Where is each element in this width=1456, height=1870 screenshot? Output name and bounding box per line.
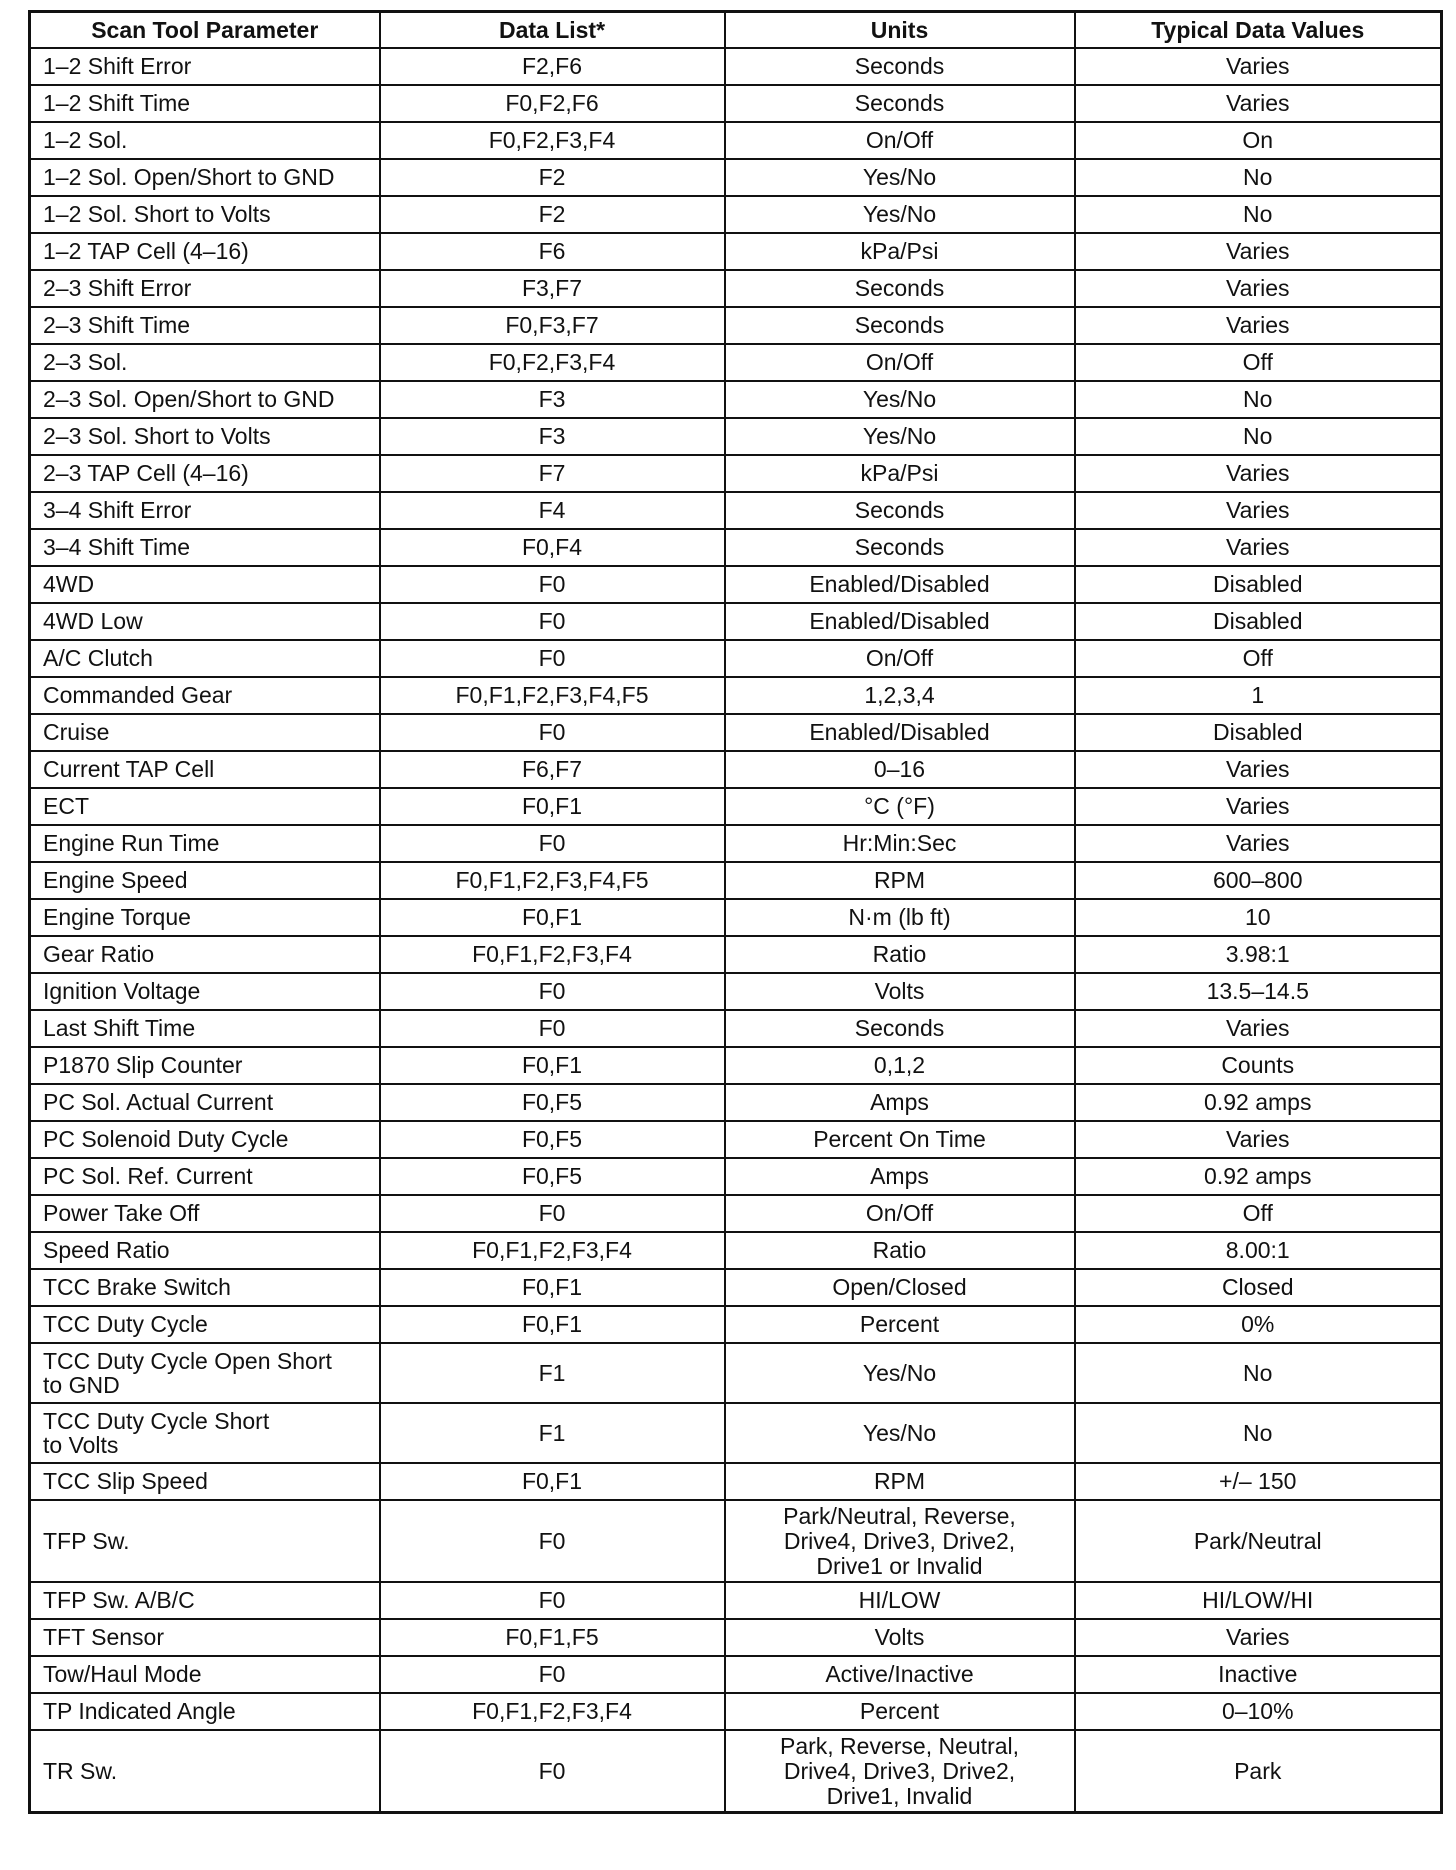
typical-value-cell: Varies xyxy=(1075,825,1442,862)
units-cell: On/Off xyxy=(725,122,1075,159)
table-row xyxy=(30,307,1442,344)
data-list-cell: F0 xyxy=(380,825,725,862)
data-list-cell: F7 xyxy=(380,455,725,492)
table-row xyxy=(30,1343,1442,1403)
data-list-cell: F0,F3,F7 xyxy=(380,307,725,344)
param-cell: PC Sol. Actual Current xyxy=(30,1084,380,1121)
param-cell: PC Solenoid Duty Cycle xyxy=(30,1121,380,1158)
table-row xyxy=(30,455,1442,492)
typical-value-cell: No xyxy=(1075,381,1442,418)
table-row xyxy=(30,899,1442,936)
typical-value-cell: Varies xyxy=(1075,85,1442,122)
units-cell: Seconds xyxy=(725,529,1075,566)
units-cell: Yes/No xyxy=(725,1403,1075,1463)
table-row xyxy=(30,48,1442,85)
typical-value-cell: Varies xyxy=(1075,1010,1442,1047)
typical-value-cell: 13.5–14.5 xyxy=(1075,973,1442,1010)
data-list-cell: F1 xyxy=(380,1403,725,1463)
typical-value-cell: Varies xyxy=(1075,1619,1442,1656)
data-list-cell: F0,F2,F6 xyxy=(380,85,725,122)
param-cell: 1–2 Sol. Open/Short to GND xyxy=(30,159,380,196)
param-cell: Current TAP Cell xyxy=(30,751,380,788)
units-cell: 0,1,2 xyxy=(725,1047,1075,1084)
param-cell: Engine Torque xyxy=(30,899,380,936)
units-cell: kPa/Psi xyxy=(725,455,1075,492)
table-row xyxy=(30,566,1442,603)
typical-value-cell: Closed xyxy=(1075,1269,1442,1306)
table-row xyxy=(30,1232,1442,1269)
param-cell: Speed Ratio xyxy=(30,1232,380,1269)
table-row xyxy=(30,862,1442,899)
param-cell: TCC Brake Switch xyxy=(30,1269,380,1306)
data-list-cell: F0,F1 xyxy=(380,1306,725,1343)
data-list-cell: F0,F1,F2,F3,F4 xyxy=(380,1693,725,1730)
table-row xyxy=(30,529,1442,566)
units-cell: Amps xyxy=(725,1158,1075,1195)
param-cell: Engine Speed xyxy=(30,862,380,899)
table-row xyxy=(30,936,1442,973)
param-cell: 2–3 Shift Error xyxy=(30,270,380,307)
header-row xyxy=(30,12,1442,49)
units-cell: 1,2,3,4 xyxy=(725,677,1075,714)
table-row xyxy=(30,603,1442,640)
param-cell: Tow/Haul Mode xyxy=(30,1656,380,1693)
table-row xyxy=(30,1084,1442,1121)
table-row xyxy=(30,122,1442,159)
units-cell: °C (°F) xyxy=(725,788,1075,825)
param-cell: Commanded Gear xyxy=(30,677,380,714)
typical-value-cell: Varies xyxy=(1075,307,1442,344)
table-row xyxy=(30,973,1442,1010)
param-cell: 3–4 Shift Error xyxy=(30,492,380,529)
scan-tool-parameter-table xyxy=(28,10,1443,1814)
data-list-cell: F0,F1,F5 xyxy=(380,1619,725,1656)
param-cell: Power Take Off xyxy=(30,1195,380,1232)
units-cell: Active/Inactive xyxy=(725,1656,1075,1693)
param-cell: TCC Duty Cycle Short to Volts xyxy=(30,1403,380,1463)
units-cell: N·m (lb ft) xyxy=(725,899,1075,936)
typical-value-cell: 0.92 amps xyxy=(1075,1158,1442,1195)
typical-value-cell: 600–800 xyxy=(1075,862,1442,899)
units-cell: Volts xyxy=(725,1619,1075,1656)
units-cell: Seconds xyxy=(725,48,1075,85)
data-list-cell: F2,F6 xyxy=(380,48,725,85)
typical-value-cell: Varies xyxy=(1075,270,1442,307)
table-row xyxy=(30,1656,1442,1693)
table-row xyxy=(30,1463,1442,1500)
data-list-cell: F0 xyxy=(380,714,725,751)
data-list-cell: F0,F1,F2,F3,F4 xyxy=(380,936,725,973)
param-cell: 2–3 Sol. Open/Short to GND xyxy=(30,381,380,418)
data-list-cell: F0 xyxy=(380,1656,725,1693)
header-units: Units xyxy=(725,12,1075,49)
table-row xyxy=(30,418,1442,455)
param-cell: TR Sw. xyxy=(30,1730,380,1813)
table-row xyxy=(30,1047,1442,1084)
units-cell: Amps xyxy=(725,1084,1075,1121)
data-list-cell: F0,F1,F2,F3,F4 xyxy=(380,1232,725,1269)
units-cell: 0–16 xyxy=(725,751,1075,788)
units-cell: Yes/No xyxy=(725,196,1075,233)
units-cell: Ratio xyxy=(725,936,1075,973)
units-cell: Yes/No xyxy=(725,381,1075,418)
table-row xyxy=(30,344,1442,381)
header-typical-data-values: Typical Data Values xyxy=(1075,12,1442,49)
table-row xyxy=(30,1730,1442,1813)
typical-value-cell: 10 xyxy=(1075,899,1442,936)
typical-value-cell: Varies xyxy=(1075,529,1442,566)
data-list-cell: F0 xyxy=(380,1730,725,1813)
typical-value-cell: On xyxy=(1075,122,1442,159)
units-cell: Hr:Min:Sec xyxy=(725,825,1075,862)
data-list-cell: F0,F1 xyxy=(380,1463,725,1500)
typical-value-cell: HI/LOW/HI xyxy=(1075,1582,1442,1619)
typical-value-cell: 8.00:1 xyxy=(1075,1232,1442,1269)
units-cell: Yes/No xyxy=(725,159,1075,196)
typical-value-cell: No xyxy=(1075,1403,1442,1463)
param-cell: A/C Clutch xyxy=(30,640,380,677)
table-row xyxy=(30,233,1442,270)
table-row xyxy=(30,1582,1442,1619)
table-row xyxy=(30,677,1442,714)
table-row xyxy=(30,1619,1442,1656)
param-cell: 4WD Low xyxy=(30,603,380,640)
data-list-cell: F0,F5 xyxy=(380,1121,725,1158)
param-cell: 4WD xyxy=(30,566,380,603)
param-cell: TCC Slip Speed xyxy=(30,1463,380,1500)
param-cell: Engine Run Time xyxy=(30,825,380,862)
data-list-cell: F6,F7 xyxy=(380,751,725,788)
param-cell: Last Shift Time xyxy=(30,1010,380,1047)
units-cell: Park/Neutral, Reverse, Drive4, Drive3, Drive2, Drive1 or Invalid xyxy=(725,1500,1075,1582)
units-cell: On/Off xyxy=(725,344,1075,381)
typical-value-cell: Disabled xyxy=(1075,714,1442,751)
data-list-cell: F2 xyxy=(380,196,725,233)
table-row xyxy=(30,1500,1442,1582)
param-cell: 2–3 TAP Cell (4–16) xyxy=(30,455,380,492)
units-cell: Yes/No xyxy=(725,1343,1075,1403)
typical-value-cell: Off xyxy=(1075,344,1442,381)
table-row xyxy=(30,751,1442,788)
typical-value-cell: Varies xyxy=(1075,751,1442,788)
units-cell: Enabled/Disabled xyxy=(725,603,1075,640)
table-row xyxy=(30,1010,1442,1047)
table-row xyxy=(30,1158,1442,1195)
data-list-cell: F0,F5 xyxy=(380,1158,725,1195)
typical-value-cell: 3.98:1 xyxy=(1075,936,1442,973)
table-row xyxy=(30,492,1442,529)
data-list-cell: F0 xyxy=(380,973,725,1010)
units-cell: Seconds xyxy=(725,307,1075,344)
units-cell: Seconds xyxy=(725,1010,1075,1047)
units-cell: HI/LOW xyxy=(725,1582,1075,1619)
typical-value-cell: Disabled xyxy=(1075,603,1442,640)
typical-value-cell: Varies xyxy=(1075,48,1442,85)
units-cell: Seconds xyxy=(725,85,1075,122)
units-cell: Percent xyxy=(725,1306,1075,1343)
data-list-cell: F0 xyxy=(380,1195,725,1232)
units-cell: Seconds xyxy=(725,492,1075,529)
typical-value-cell: Park xyxy=(1075,1730,1442,1813)
table-row xyxy=(30,714,1442,751)
units-cell: RPM xyxy=(725,1463,1075,1500)
data-list-cell: F0 xyxy=(380,640,725,677)
param-cell: 1–2 Shift Time xyxy=(30,85,380,122)
units-cell: RPM xyxy=(725,862,1075,899)
typical-value-cell: Park/Neutral xyxy=(1075,1500,1442,1582)
units-cell: Yes/No xyxy=(725,418,1075,455)
table-row xyxy=(30,1693,1442,1730)
units-cell: Enabled/Disabled xyxy=(725,566,1075,603)
units-cell: Enabled/Disabled xyxy=(725,714,1075,751)
units-cell: On/Off xyxy=(725,640,1075,677)
data-list-cell: F0,F1 xyxy=(380,899,725,936)
param-cell: 2–3 Shift Time xyxy=(30,307,380,344)
data-list-cell: F0,F1 xyxy=(380,1047,725,1084)
units-cell: Ratio xyxy=(725,1232,1075,1269)
table-row xyxy=(30,1269,1442,1306)
data-list-cell: F0 xyxy=(380,603,725,640)
data-list-cell: F1 xyxy=(380,1343,725,1403)
data-list-cell: F0,F1 xyxy=(380,1269,725,1306)
typical-value-cell: Varies xyxy=(1075,233,1442,270)
units-cell: Percent On Time xyxy=(725,1121,1075,1158)
table-row xyxy=(30,1121,1442,1158)
typical-value-cell: 0% xyxy=(1075,1306,1442,1343)
param-cell: Ignition Voltage xyxy=(30,973,380,1010)
data-list-cell: F2 xyxy=(380,159,725,196)
data-list-cell: F0,F1,F2,F3,F4,F5 xyxy=(380,677,725,714)
param-cell: PC Sol. Ref. Current xyxy=(30,1158,380,1195)
typical-value-cell: 0–10% xyxy=(1075,1693,1442,1730)
data-list-cell: F3 xyxy=(380,418,725,455)
units-cell: Volts xyxy=(725,973,1075,1010)
table-body xyxy=(30,48,1442,1813)
data-list-cell: F0,F2,F3,F4 xyxy=(380,122,725,159)
param-cell: 3–4 Shift Time xyxy=(30,529,380,566)
header-scan-tool-parameter: Scan Tool Parameter xyxy=(30,12,380,49)
data-list-cell: F0,F4 xyxy=(380,529,725,566)
typical-value-cell: Disabled xyxy=(1075,566,1442,603)
param-cell: TFT Sensor xyxy=(30,1619,380,1656)
typical-value-cell: 1 xyxy=(1075,677,1442,714)
typical-value-cell: No xyxy=(1075,1343,1442,1403)
param-cell: TP Indicated Angle xyxy=(30,1693,380,1730)
table-row xyxy=(30,1195,1442,1232)
typical-value-cell: Varies xyxy=(1075,1121,1442,1158)
units-cell: Seconds xyxy=(725,270,1075,307)
table-row xyxy=(30,1306,1442,1343)
typical-value-cell: No xyxy=(1075,196,1442,233)
typical-value-cell: Off xyxy=(1075,1195,1442,1232)
units-cell: Percent xyxy=(725,1693,1075,1730)
data-list-cell: F3 xyxy=(380,381,725,418)
typical-value-cell: Off xyxy=(1075,640,1442,677)
param-cell: 1–2 Sol. Short to Volts xyxy=(30,196,380,233)
data-list-cell: F3,F7 xyxy=(380,270,725,307)
typical-value-cell: Varies xyxy=(1075,455,1442,492)
table-row xyxy=(30,788,1442,825)
table-row xyxy=(30,1403,1442,1463)
units-cell: kPa/Psi xyxy=(725,233,1075,270)
param-cell: 2–3 Sol. xyxy=(30,344,380,381)
data-list-cell: F0 xyxy=(380,1582,725,1619)
param-cell: TFP Sw. A/B/C xyxy=(30,1582,380,1619)
data-list-cell: F0 xyxy=(380,1500,725,1582)
units-cell: Open/Closed xyxy=(725,1269,1075,1306)
units-cell: On/Off xyxy=(725,1195,1075,1232)
header-data-list: Data List* xyxy=(380,12,725,49)
typical-value-cell: No xyxy=(1075,418,1442,455)
units-cell: Park, Reverse, Neutral, Drive4, Drive3, Drive2, Drive1, Invalid xyxy=(725,1730,1075,1813)
table-row xyxy=(30,196,1442,233)
data-list-cell: F0,F1,F2,F3,F4,F5 xyxy=(380,862,725,899)
data-list-cell: F0 xyxy=(380,566,725,603)
table-row xyxy=(30,85,1442,122)
param-cell: 1–2 TAP Cell (4–16) xyxy=(30,233,380,270)
param-cell: Gear Ratio xyxy=(30,936,380,973)
typical-value-cell: Inactive xyxy=(1075,1656,1442,1693)
table-row xyxy=(30,825,1442,862)
typical-value-cell: Varies xyxy=(1075,492,1442,529)
data-list-cell: F0,F2,F3,F4 xyxy=(380,344,725,381)
param-cell: P1870 Slip Counter xyxy=(30,1047,380,1084)
param-cell: ECT xyxy=(30,788,380,825)
table-row xyxy=(30,640,1442,677)
typical-value-cell: 0.92 amps xyxy=(1075,1084,1442,1121)
typical-value-cell: +/– 150 xyxy=(1075,1463,1442,1500)
typical-value-cell: Varies xyxy=(1075,788,1442,825)
table-row xyxy=(30,381,1442,418)
param-cell: TCC Duty Cycle xyxy=(30,1306,380,1343)
param-cell: TFP Sw. xyxy=(30,1500,380,1582)
data-list-cell: F0 xyxy=(380,1010,725,1047)
param-cell: 1–2 Shift Error xyxy=(30,48,380,85)
param-cell: Cruise xyxy=(30,714,380,751)
data-list-cell: F0,F5 xyxy=(380,1084,725,1121)
param-cell: TCC Duty Cycle Open Short to GND xyxy=(30,1343,380,1403)
typical-value-cell: Counts xyxy=(1075,1047,1442,1084)
param-cell: 1–2 Sol. xyxy=(30,122,380,159)
table-row xyxy=(30,159,1442,196)
data-list-cell: F4 xyxy=(380,492,725,529)
data-list-cell: F0,F1 xyxy=(380,788,725,825)
table-header xyxy=(30,12,1442,49)
param-cell: 2–3 Sol. Short to Volts xyxy=(30,418,380,455)
table-row xyxy=(30,270,1442,307)
data-list-cell: F6 xyxy=(380,233,725,270)
typical-value-cell: No xyxy=(1075,159,1442,196)
